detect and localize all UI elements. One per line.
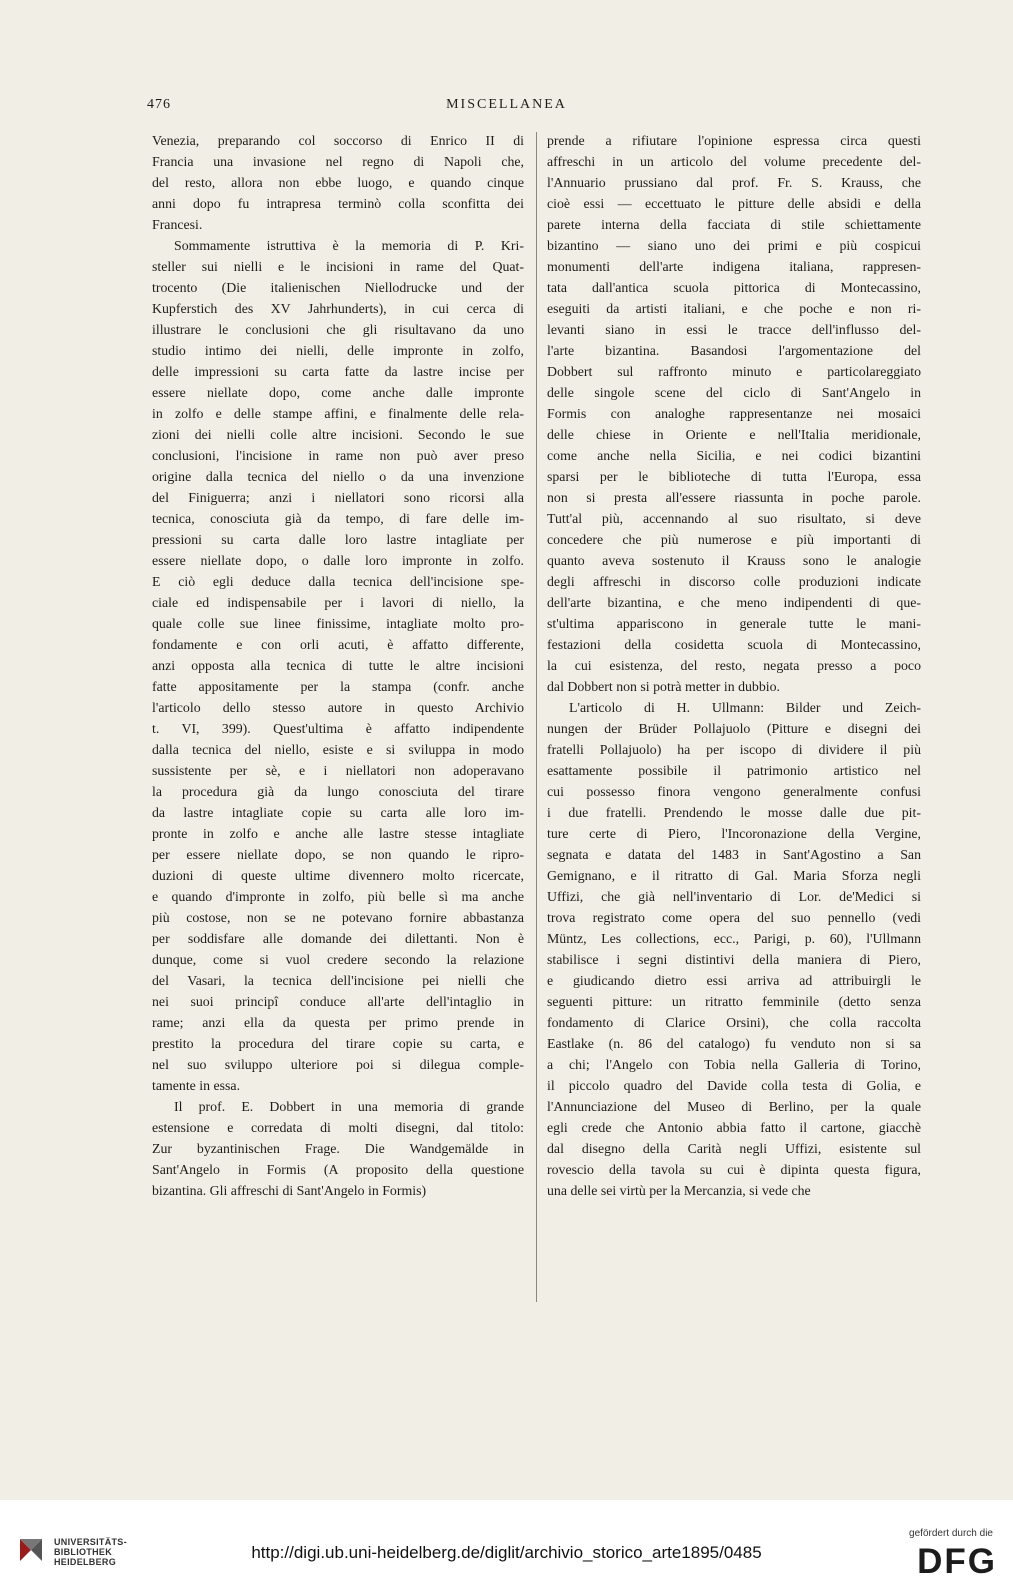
text-line: segnata e datata del 1483 in Sant'Agostino a San [547, 847, 921, 862]
text-line: l'Annunciazione del Museo di Berlino, per la quale [547, 1099, 921, 1114]
text-line: nungen der Brüder Pollajuolo (Pitture e disegni dei [547, 721, 921, 736]
text-line: estensione e corredata di molti disegni, dal titolo: [152, 1120, 524, 1135]
column-divider [536, 132, 537, 1302]
text-line: fratelli Pollajuolo) ha per iscopo di dividere il più [547, 742, 921, 757]
text-line: pressioni su carta dalle loro lastre intagliate per [152, 532, 524, 547]
text-line: delle chiese in Oriente e nell'Italia meridionale, [547, 427, 921, 442]
text-line: Zur byzantinischen Frage. Die Wandgemälde in [152, 1141, 524, 1156]
text-line: delle impressioni su carta fatte da lastre incise per [152, 364, 524, 379]
text-line: Eastlake (n. 86 del catalogo) fu venduto non si sa [547, 1036, 921, 1051]
text-line: per soddisfare alle domande dei dilettanti. Non è [152, 931, 524, 946]
text-line: stabilisce i segni distintivi della maniera di Piero, [547, 952, 921, 967]
footer-bar [0, 1500, 1013, 1591]
text-line: dalla tecnica del niello, esiste e si sviluppa in modo [152, 742, 524, 757]
text-line: essere niellate dopo, come anche dalle impronte [152, 385, 524, 400]
funder-label: gefördert durch die [909, 1528, 993, 1539]
text-line: esattamente possibile il patrimonio artistico nel [547, 763, 921, 778]
text-line: prende a rifiutare l'opinione espressa circa questi [547, 133, 921, 148]
text-line: l'articolo dello stesso autore in questo Archivio [152, 700, 524, 715]
text-line: zioni dei nielli colle altre incisioni. Secondo le sue [152, 427, 524, 442]
dfg-logo: DFG [917, 1542, 997, 1581]
text-line: Kupferstich des XV Jahrhunderts), in cui cerca di [152, 301, 524, 316]
text-line: a chi; l'Angelo con Tobia nella Galleria di Torino, [547, 1057, 921, 1072]
text-line: dal disegno della Carità negli Uffizi, esistente sul [547, 1141, 921, 1156]
text-line: Tutt'al più, accennando al suo risultato, si deve [547, 511, 921, 526]
text-line: la procedura già da lungo conosciuta del tirare [152, 784, 524, 799]
text-line: duzioni di queste ultime divennero molto ricercate, [152, 868, 524, 883]
text-line: rovescio della tavola su cui è dipinta questa figura, [547, 1162, 921, 1177]
text-line: Francesi. [152, 217, 203, 232]
text-line: quanto aveva sostenuto il Krauss sono le analogie [547, 553, 921, 568]
text-line: conclusioni, l'incisione in rame non può aver preso [152, 448, 524, 463]
text-line: tata dall'antica scuola pittorica di Montecassino, [547, 280, 921, 295]
text-line: rame; anzi ella da questa per primo prende in [152, 1015, 524, 1030]
text-line: t. VI, 399). Quest'ultima è affatto indipendente [152, 721, 524, 736]
text-line: trocento (Die italienischen Niellodrucke und der [152, 280, 524, 295]
text-line: e giudicando dietro essi arriva ad attribuirgli le [547, 973, 921, 988]
text-line: nel suo sviluppo ulteriore poi si dilegua comple- [152, 1057, 524, 1072]
right-text-column [547, 130, 921, 1201]
text-line: fatte appositamente per la stampa (confr. anche [152, 679, 524, 694]
text-line: dunque, come si vuol credere secondo la relazione [152, 952, 524, 967]
text-line: Müntz, Les collections, ecc., Parigi, p. 60), l'Ullmann [547, 931, 921, 946]
text-line: affreschi in un articolo del volume precedente del- [547, 154, 921, 169]
text-line: Formis con analoghe rappresentanze nei mosaici [547, 406, 921, 421]
page-number: 476 [147, 97, 171, 112]
library-name-line: HEIDELBERG [54, 1557, 117, 1567]
text-line: cui possesso finora vengono generalmente confusi [547, 784, 921, 799]
text-line: essere niellate dopo, o dalle loro impronte in zolfo. [152, 553, 524, 568]
text-line: Venezia, preparando col soccorso di Enrico II di [152, 133, 524, 148]
digital-copy-link[interactable]: http://digi.ub.uni-heidelberg.de/diglit/archivio_storico_arte1895/0485 [251, 1543, 762, 1562]
library-name-line: UNIVERSITÄTS- [54, 1537, 127, 1547]
text-line: del Finiguerra; anzi i niellatori sono ricorsi alla [152, 490, 524, 505]
text-line: sparsi per le biblioteche di tutta l'Europa, essa [547, 469, 921, 484]
text-line: come anche nella Sicilia, e nei codici bizantini [547, 448, 921, 463]
text-line: più costose, non se ne potevano fornire abbastanza [152, 910, 524, 925]
text-line: la cui esistenza, del resto, negata presso a poco [547, 658, 921, 673]
text-line: tecnica, conosciuta già da tempo, di fare delle im- [152, 511, 524, 526]
text-line: il piccolo quadro del Davide colla testa di Golia, e [547, 1078, 921, 1093]
text-line: e quando d'impronte in zolfo, più belle sì ma anche [152, 889, 524, 904]
left-text-column [152, 130, 524, 1201]
text-line: delle singole scene del ciclo di Sant'Angelo in [547, 385, 921, 400]
text-line: nei suoi principî conduce all'arte dell'intaglio in [152, 994, 524, 1009]
text-line: Sommamente istruttiva è la memoria di P. Kri- [174, 238, 524, 253]
text-line: st'ultima appariscono in generale tutte le mani- [547, 616, 921, 631]
text-line: Il prof. E. Dobbert in una memoria di grande [174, 1099, 524, 1114]
text-line: L'articolo di H. Ullmann: Bilder und Zeich- [569, 700, 921, 715]
text-line: ture certe di Piero, l'Incoronazione della Vergine, [547, 826, 921, 841]
text-line: Dobbert sul raffronto minuto e particolareggiato [547, 364, 921, 379]
text-line: per essere niellate dopo, se non quando le ripro- [152, 847, 524, 862]
text-line: monumenti dell'arte indigena italiana, rappresen- [547, 259, 921, 274]
text-line: bizantino — siano uno dei primi e più cospicui [547, 238, 921, 253]
text-line: non si presta all'essere riassunta in poche parole. [547, 490, 921, 505]
text-line: fondamente e con orli acuti, è affatto differente, [152, 637, 524, 652]
library-name-line: BIBLIOTHEK [54, 1547, 112, 1557]
text-line: illustrare le conclusioni che gli risultavano da uno [152, 322, 524, 337]
text-line: anzi opposta alla tecnica di tutte le altre incisioni [152, 658, 524, 673]
text-line: origine dalla tecnica del niello o da una invenzione [152, 469, 524, 484]
text-line: levanti siano in essi le tracce dell'influsso del- [547, 322, 921, 337]
text-line: Gemignano, e il ritratto di Gal. Maria Sforza negli [547, 868, 921, 883]
text-line: pronte in zolfo e anche alle lastre stesse intagliate [152, 826, 524, 841]
text-line: sussistente per sè, e i niellatori non adoperavano [152, 763, 524, 778]
text-line: cioè essi — eccettuato le pitture delle absidi e della [547, 196, 921, 211]
text-line: quale colle sue linee finissime, intagliate molto pro- [152, 616, 524, 631]
text-line: eseguiti da artisti italiani, e che poche e non ri- [547, 301, 921, 316]
text-line: l'arte bizantina. Basandosi l'argomentazione del [547, 343, 921, 358]
running-head: MISCELLANEA [446, 97, 567, 112]
text-line: Uffizi, che già nell'inventario di Lor. de'Medici si [547, 889, 921, 904]
text-line: ciale ed indispensabile per i lavori di niello, la [152, 595, 524, 610]
text-line: anni dopo fu intrapresa terminò colla sconfitta dei [152, 196, 524, 211]
text-line: degli affreschi in discorso colle produzioni indicate [547, 574, 921, 589]
text-line: del resto, allora non ebbe luogo, e quando cinque [152, 175, 524, 190]
text-line: concedere che più numerose e più importanti di [547, 532, 921, 547]
text-line: Sant'Angelo in Formis (A proposito della questione [152, 1162, 524, 1177]
text-line: i due fratelli. Prendendo le mosse dalle due pit- [547, 805, 921, 820]
text-line: fondamento di Clarice Orsini), che colla raccolta [547, 1015, 921, 1030]
text-line: l'Annuario prussiano dal prof. Fr. S. Krauss, che [547, 175, 921, 190]
text-line: seguenti pitture: un ritratto femminile (detto senza [547, 994, 921, 1009]
text-line: in zolfo e delle stampe affini, e finalmente delle rela- [152, 406, 524, 421]
text-line: bizantina. Gli affreschi di Sant'Angelo in Formis) [152, 1183, 427, 1198]
text-line: egli crede che Antonio abbia fatto il cartone, giacchè [547, 1120, 921, 1135]
text-line: una delle sei virtù per la Mercanzia, si vede che [547, 1183, 811, 1198]
text-line: da lastre intagliate copie su carta alle loro im- [152, 805, 524, 820]
text-line: prestito la procedura del tirare copie su carta, e [152, 1036, 524, 1051]
text-line: Francia una invasione nel regno di Napoli che, [152, 154, 524, 169]
text-line: parete interna della facciata di stile schiettamente [547, 217, 921, 232]
text-line: dell'arte bizantina, e che meno indipendenti di que- [547, 595, 921, 610]
text-line: dal Dobbert non si potrà metter in dubbio. [547, 679, 780, 694]
text-line: festazioni della cosidetta scuola di Montecassino, [547, 637, 921, 652]
text-line: steller sui nielli e le incisioni in rame del Quat- [152, 259, 524, 274]
text-line: trova registrato come opera del suo pennello (vedi [547, 910, 921, 925]
text-line: E ciò egli deduce dalla tecnica dell'incisione spe- [152, 574, 524, 589]
text-line: del Vasari, la tecnica dell'incisione pei nielli che [152, 973, 524, 988]
text-line: tamente in essa. [152, 1078, 241, 1093]
text-line: studio intimo dei nielli, delle impronte in zolfo, [152, 343, 524, 358]
